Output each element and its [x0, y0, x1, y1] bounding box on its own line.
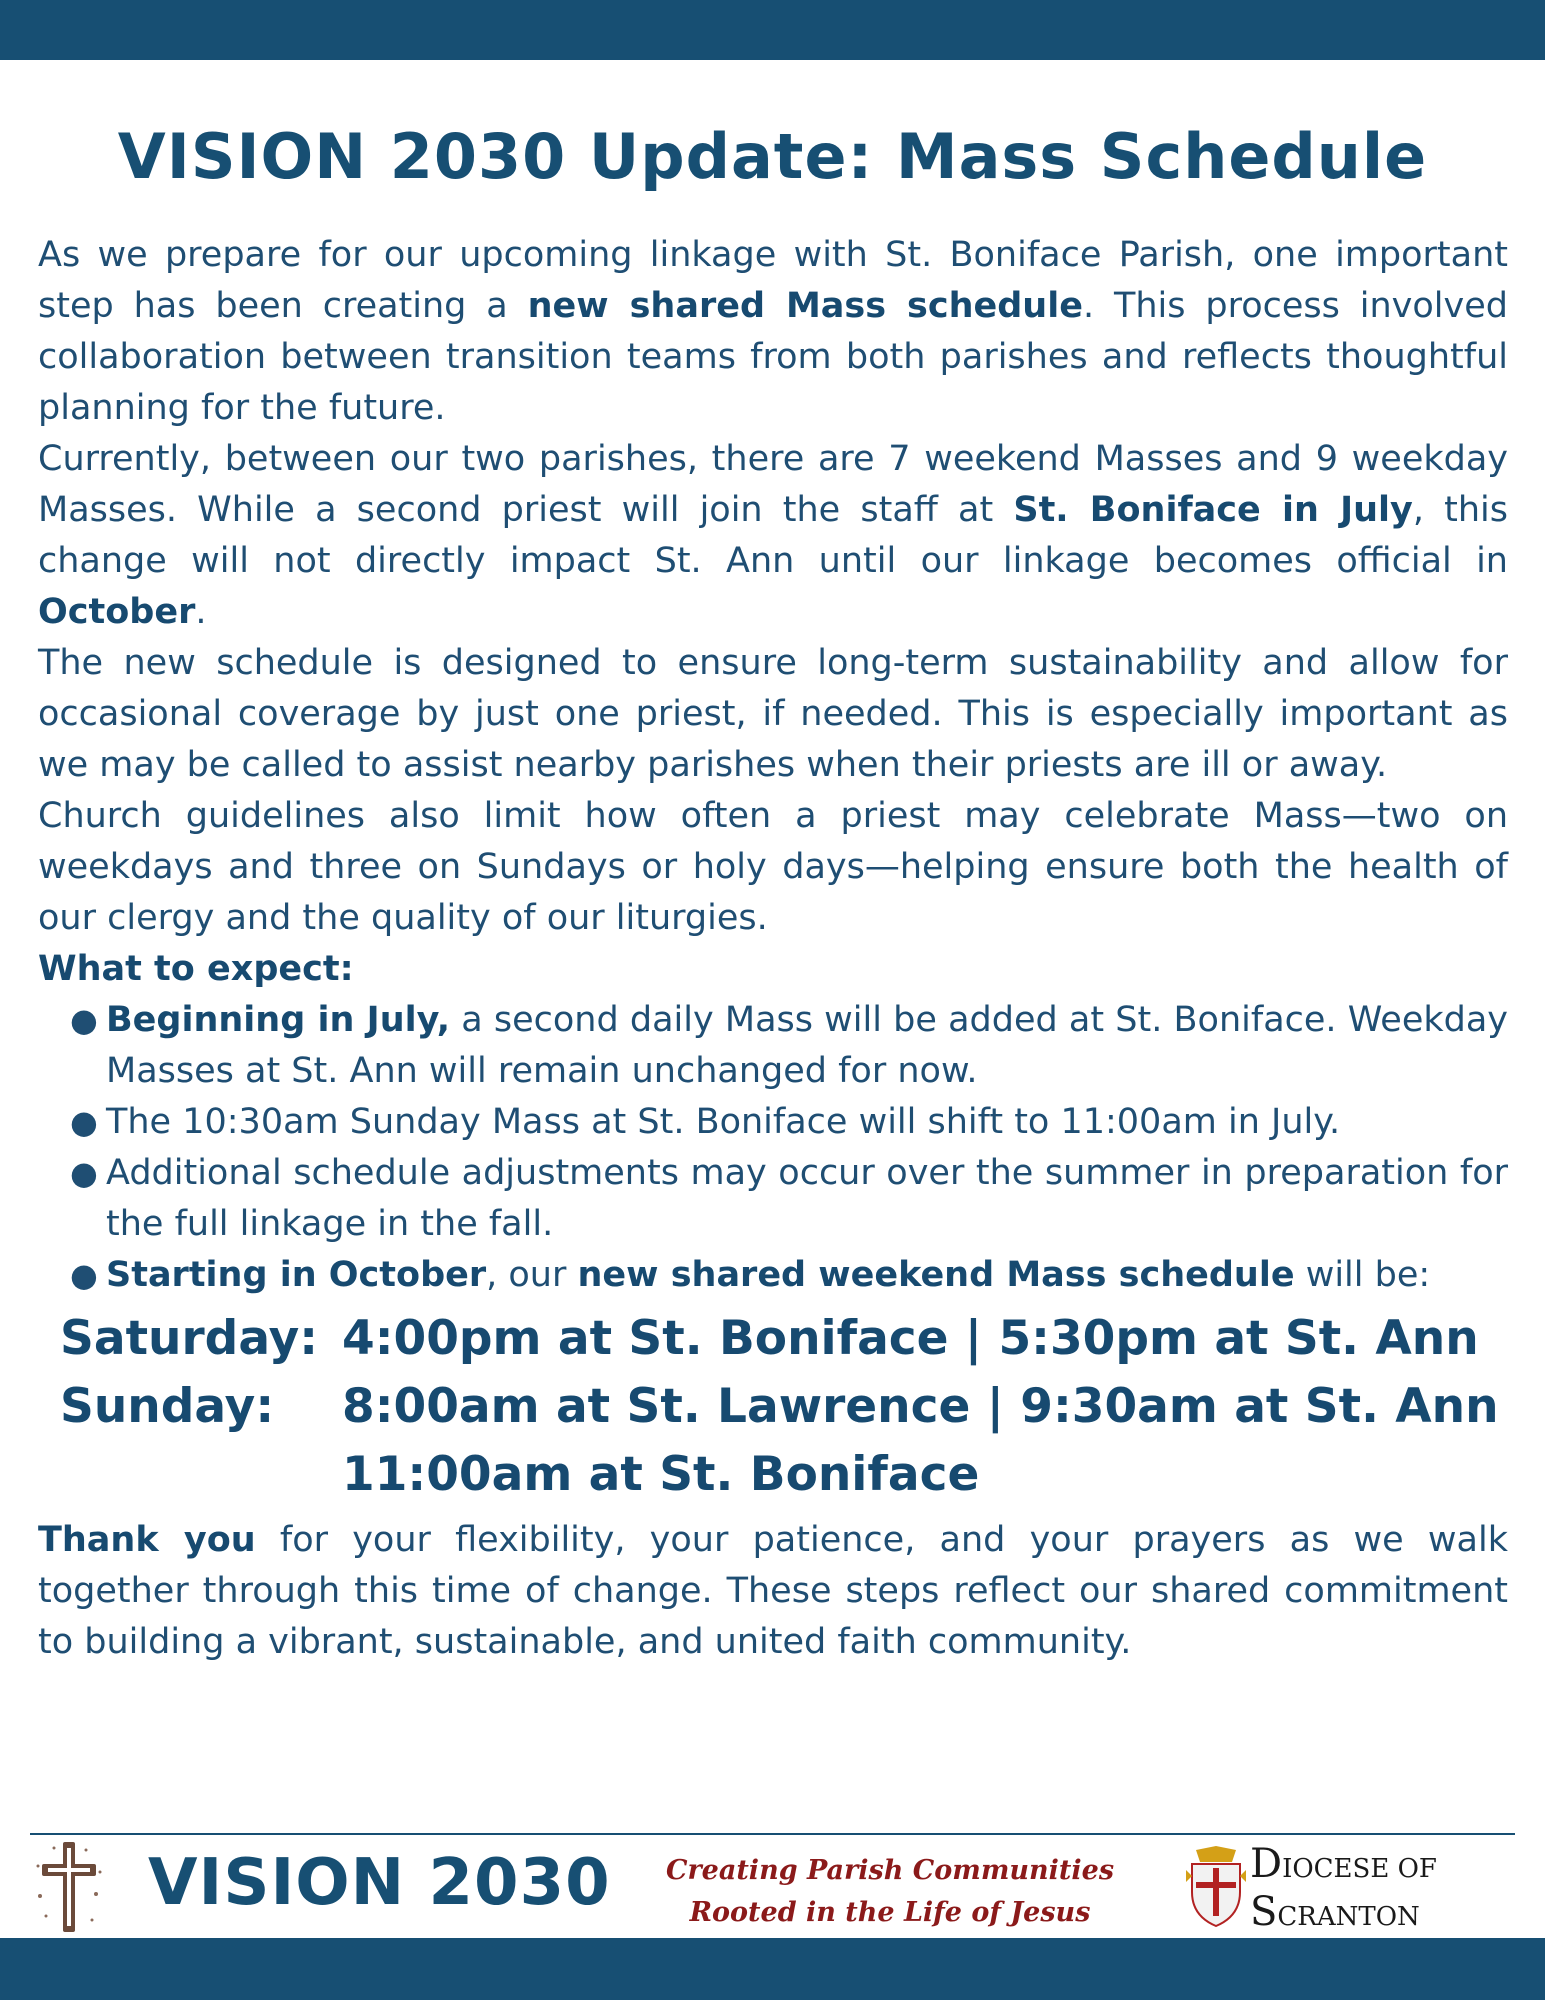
list-item-text: , our	[486, 1255, 578, 1295]
bullet-icon: ●	[70, 1001, 98, 1039]
paragraph-text: for your flexibility, your patience, and your prayers as we walk together through this time of change. These steps reflect our shared commitment to building a vibrant, sustainable, and united faith community.	[38, 1520, 1508, 1662]
wordmark-text: S	[1250, 1889, 1278, 1935]
bottom-banner	[0, 1938, 1545, 2000]
footer-divider	[30, 1833, 1515, 1835]
bullet-icon: ●	[70, 1154, 98, 1192]
page-title: VISION 2030 Update: Mass Schedule	[117, 120, 1428, 193]
article-body	[38, 230, 1508, 1668]
list-item	[70, 1097, 1508, 1148]
paragraph-text: Currently, between our two parishes, there are 7 weekend Masses and 9 weekday Masses. While a second priest will join the staff at	[38, 439, 1508, 530]
bold-text: Starting in October	[106, 1255, 487, 1295]
list-item-text: The 10:30am Sunday Mass at St. Boniface will shift to 11:00am in July.	[106, 1102, 1341, 1142]
schedule-times-line: 8:00am at St. Lawrence | 9:30am at St. Ann	[342, 1379, 1499, 1434]
bold-text: new shared weekend Mass schedule	[577, 1255, 1295, 1295]
paragraph-guidelines: Church guidelines also limit how often a priest may celebrate Mass—two on weekdays and three on Sundays or holy days—helping ensure both the health of our clergy and the quality of our liturgies.	[38, 796, 1508, 938]
expect-list	[38, 995, 1508, 1301]
bold-text: new shared Mass schedule	[527, 286, 1083, 326]
tagline-line: Creating Parish Communities	[665, 1855, 1115, 1886]
list-item-text: a second daily Mass will be added at St. Boniface. Weekday Masses at St. Ann will remain unchanged for now.	[106, 1000, 1508, 1091]
bold-text: Thank you	[38, 1520, 256, 1560]
wordmark-text: OF	[1389, 1854, 1437, 1884]
bold-text: Beginning in July,	[106, 1000, 451, 1040]
schedule-times: 4:00pm at St. Boniface | 5:30pm at St. Ann	[342, 1311, 1479, 1366]
schedule-row-saturday	[60, 1305, 1508, 1373]
schedule-times-line: 11:00am at St. Boniface	[342, 1447, 980, 1502]
paragraph-text: .	[195, 592, 207, 632]
paragraph-text: , this change will not directly impact St. Ann until our linkage becomes official in	[38, 490, 1508, 581]
weekend-schedule	[60, 1305, 1508, 1509]
list-item-text: Additional schedule adjustments may occur over the summer in preparation for the full linkage in the fall.	[106, 1153, 1508, 1244]
closing-paragraph	[38, 1515, 1508, 1668]
cross-icon	[34, 1836, 104, 1936]
bullet-icon: ●	[70, 1103, 98, 1141]
list-item	[70, 1250, 1508, 1301]
wordmark-text: CRANTON	[1277, 1902, 1420, 1932]
paragraph-linkage	[38, 230, 1508, 434]
diocese-seal-icon	[1182, 1846, 1250, 1928]
diocese-line	[1250, 1889, 1437, 1940]
bullet-icon: ●	[70, 1256, 98, 1294]
top-banner	[0, 0, 1545, 60]
paragraph-current-masses	[38, 434, 1508, 638]
wordmark-text: IOCESE	[1282, 1854, 1390, 1884]
paragraph-text: As we prepare for our upcoming linkage with St. Boniface Parish, one important step has been creating a	[38, 235, 1508, 326]
paragraph-sustainability: The new schedule is designed to ensure long-term sustainability and allow for occasional coverage by just one priest, if needed. This is especially important as we may be called to assist nearby parishes when their priests are ill or away.	[38, 643, 1508, 785]
diocese-line	[1250, 1841, 1437, 1892]
footer-brand: VISION 2030	[148, 1846, 611, 1920]
bold-text: St. Boniface in July	[1013, 490, 1413, 530]
list-item	[70, 1148, 1508, 1250]
schedule-day-label: Sunday:	[60, 1379, 275, 1434]
schedule-row-sunday	[60, 1373, 1508, 1509]
what-to-expect-heading: What to expect:	[38, 949, 354, 989]
schedule-day-label: Saturday:	[60, 1311, 319, 1366]
bold-text: October	[38, 592, 196, 632]
schedule-times	[342, 1373, 1508, 1509]
list-item-text: will be:	[1294, 1255, 1431, 1295]
paragraph-text: . This process involved collaboration between transition teams from both parishes and reflects thoughtful planning for the future.	[38, 286, 1508, 428]
list-item	[70, 995, 1508, 1097]
diocese-wordmark	[1250, 1841, 1437, 1940]
tagline-line: Rooted in the Life of Jesus	[689, 1897, 1091, 1928]
wordmark-text: D	[1250, 1841, 1283, 1887]
